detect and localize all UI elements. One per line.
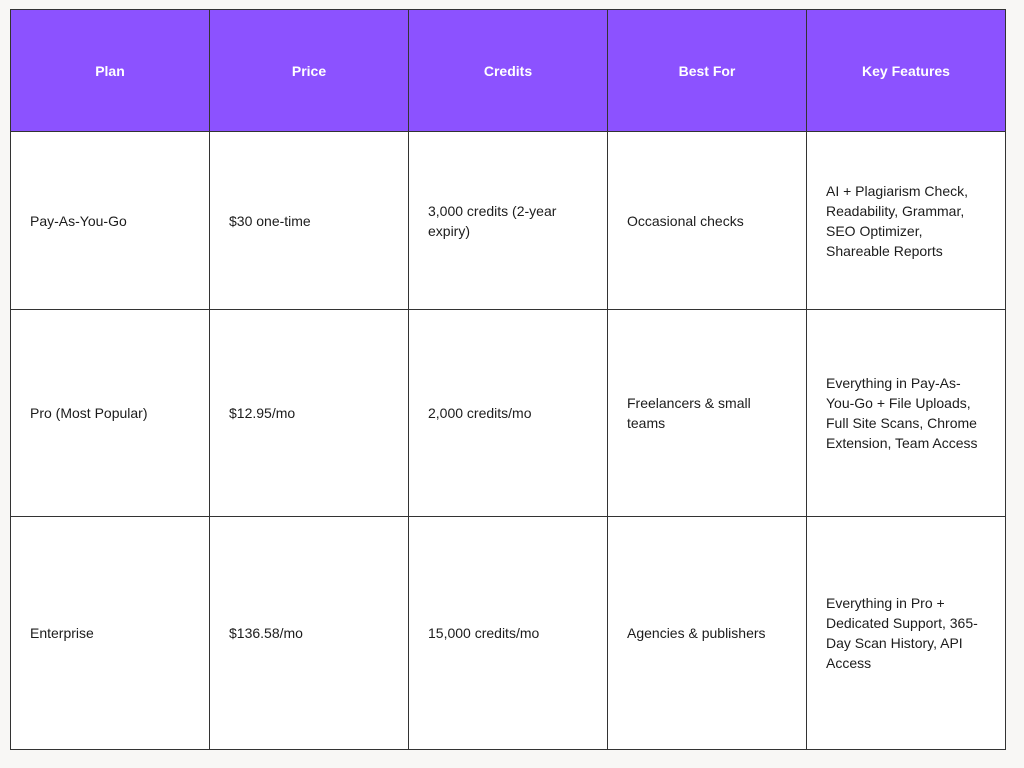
price-cell: $12.95/mo — [210, 310, 409, 517]
column-header-key-features: Key Features — [807, 10, 1006, 132]
table-row — [11, 517, 1006, 750]
plan-cell: Pro (Most Popular) — [11, 310, 210, 517]
best-for-cell: Freelancers & small teams — [608, 310, 807, 517]
credits-cell: 15,000 credits/mo — [409, 517, 608, 750]
credits-cell: 3,000 credits (2-year expiry) — [409, 132, 608, 310]
table-body — [11, 132, 1006, 750]
plan-cell: Pay-As-You-Go — [11, 132, 210, 310]
best-for-cell: Agencies & publishers — [608, 517, 807, 750]
table-row — [11, 310, 1006, 517]
best-for-cell: Occasional checks — [608, 132, 807, 310]
column-header-price: Price — [210, 10, 409, 132]
column-header-credits: Credits — [409, 10, 608, 132]
price-cell: $136.58/mo — [210, 517, 409, 750]
table-header — [11, 10, 1006, 132]
column-header-plan: Plan — [11, 10, 210, 132]
column-header-best-for: Best For — [608, 10, 807, 132]
header-row — [11, 10, 1006, 132]
pricing-comparison-table — [10, 9, 1006, 750]
key-features-cell: AI + Plagiarism Check, Readability, Grammar, SEO Optimizer, Shareable Reports — [807, 132, 1006, 310]
key-features-cell: Everything in Pay-As-You-Go + File Uploads, Full Site Scans, Chrome Extension, Team Access — [807, 310, 1006, 517]
pricing-table-container — [10, 9, 1005, 749]
key-features-cell: Everything in Pro + Dedicated Support, 365-Day Scan History, API Access — [807, 517, 1006, 750]
plan-cell: Enterprise — [11, 517, 210, 750]
credits-cell: 2,000 credits/mo — [409, 310, 608, 517]
table-row — [11, 132, 1006, 310]
price-cell: $30 one-time — [210, 132, 409, 310]
